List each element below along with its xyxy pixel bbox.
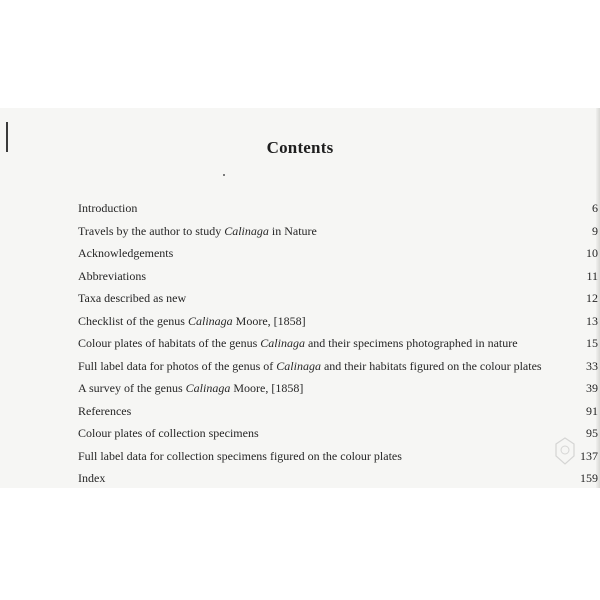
toc-page-number: 6 <box>592 201 598 215</box>
toc-entry-title <box>78 197 137 220</box>
toc-entry <box>78 355 598 378</box>
toc-entry <box>78 467 598 490</box>
toc-title-part: A survey of the genus <box>78 381 186 395</box>
toc-page-number: 39 <box>586 381 598 395</box>
toc-entry-title <box>78 220 317 243</box>
toc-title-italic-part: Calinaga <box>185 381 231 395</box>
toc-title-part: Colour plates of collection specimens <box>78 426 259 440</box>
toc-entry <box>78 265 598 288</box>
toc-page-number: 15 <box>586 336 598 350</box>
toc-entry-title <box>78 242 173 265</box>
book-page <box>0 108 600 488</box>
toc-title-italic-part: Calinaga <box>187 313 233 328</box>
toc-title-part: Colour plates of habitats of the genus <box>78 336 261 350</box>
library-stamp-icon <box>552 436 578 466</box>
toc-page-number: 12 <box>586 291 598 305</box>
toc-title-part: References <box>78 403 132 418</box>
toc-page-number: 10 <box>586 246 598 260</box>
toc-entry-title <box>78 355 542 378</box>
toc-entry <box>78 332 598 355</box>
toc-page-number: 9 <box>592 223 598 238</box>
toc-entry-title <box>78 310 306 333</box>
toc-entry <box>78 197 598 220</box>
toc-page-number: 33 <box>586 358 598 373</box>
toc-title-part: Full label data for photos of the genus of <box>78 358 277 373</box>
toc-page-number: 137 <box>580 448 598 463</box>
toc-page-number: 91 <box>586 403 598 418</box>
toc-entry-title <box>78 422 259 445</box>
toc-title-part: Introduction <box>78 201 138 215</box>
toc-title-part: in Nature <box>268 223 317 238</box>
toc-title-part: Moore, [1858] <box>232 313 306 328</box>
toc-page-number: 13 <box>586 313 598 328</box>
print-speck <box>223 174 225 176</box>
toc-title-part: Taxa described as new <box>78 291 187 305</box>
toc-entry-title <box>78 467 105 490</box>
table-of-contents <box>78 197 598 490</box>
toc-title-part: Travels by the author to study <box>78 223 225 238</box>
toc-entry <box>78 287 598 310</box>
toc-title-italic-part: Calinaga <box>276 358 321 373</box>
toc-entry <box>78 220 598 243</box>
toc-entry-title <box>78 332 518 355</box>
toc-title-italic-part: Calinaga <box>224 223 269 238</box>
toc-title-part: and their specimens photographed in nature <box>304 336 518 350</box>
toc-entry <box>78 242 598 265</box>
toc-title-part: Abbreviations <box>78 268 146 283</box>
toc-entry <box>78 310 598 333</box>
toc-title-part: Checklist of the genus <box>78 313 188 328</box>
contents-heading: Contents <box>266 138 334 157</box>
toc-entry-title <box>78 265 146 288</box>
toc-entry-title <box>78 287 186 310</box>
toc-entry <box>78 400 598 423</box>
toc-entry <box>78 422 598 445</box>
toc-title-part: Acknowledgements <box>78 246 174 260</box>
toc-page-number: 11 <box>586 268 598 283</box>
toc-entry-title <box>78 445 402 468</box>
toc-title-part: Full label data for collection specimens figured on the colour plates <box>78 448 402 463</box>
toc-page-number: 159 <box>580 471 598 485</box>
toc-entry-title <box>78 377 303 400</box>
toc-title-part: Index <box>78 471 106 485</box>
toc-title-part: and their habitats figured on the colour plates <box>320 358 542 373</box>
toc-title-italic-part: Calinaga <box>260 336 305 350</box>
toc-title-part: Moore, [1858] <box>230 381 304 395</box>
toc-entry <box>78 445 598 468</box>
toc-entry-title <box>78 400 131 423</box>
toc-page-number: 95 <box>586 426 598 440</box>
toc-entry <box>78 377 598 400</box>
